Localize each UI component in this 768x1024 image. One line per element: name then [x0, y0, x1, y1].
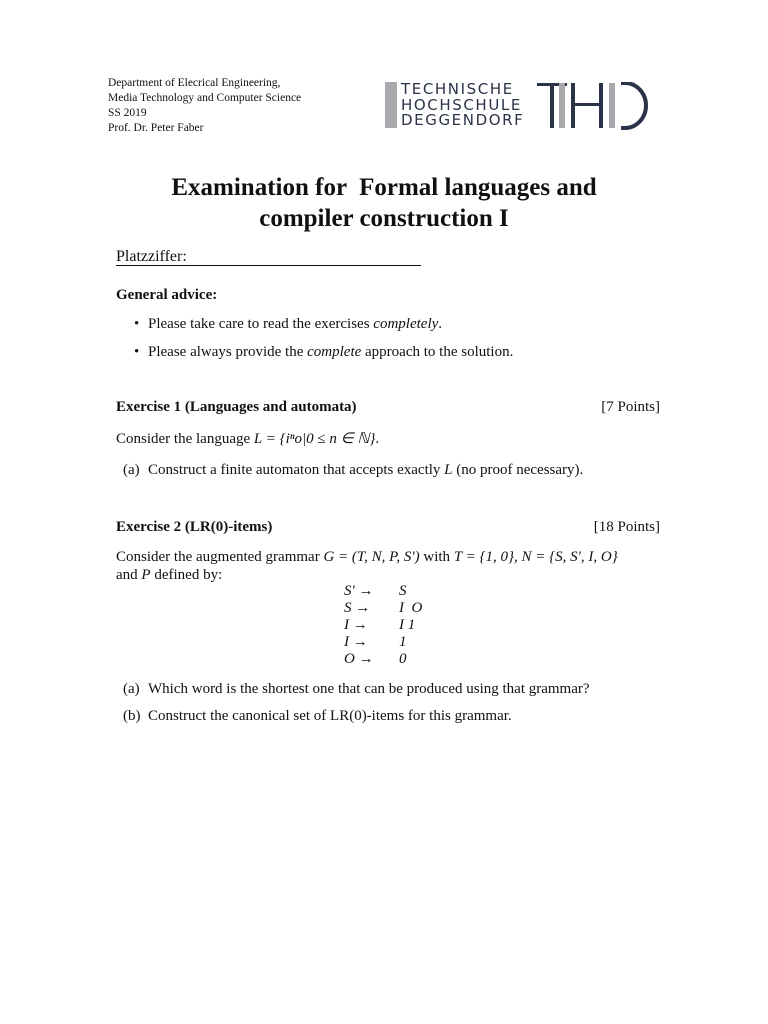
exercise-1a-text-start: Construct a finite automaton that accepts exactly — [148, 462, 445, 478]
advice-item-1-emphasis: completely — [373, 316, 439, 332]
dept-line-2: Media Technology and Computer Science — [108, 92, 302, 104]
platzziffer-input-line[interactable] — [116, 265, 421, 266]
production-rhs: I O — [399, 600, 423, 616]
production-lhs: I → — [344, 634, 368, 650]
exercise-2b-text: Construct the canonical set of LR(0)-items for this grammar. — [148, 708, 512, 724]
semester-line: SS 2019 — [108, 107, 147, 119]
logo-bar-icon — [385, 82, 399, 128]
exercise-2a-text: Which word is the shortest one that can be produced using that grammar? — [148, 681, 590, 697]
exercise-1-points: [7 Points] — [601, 399, 660, 415]
exercise-2-points: [18 Points] — [593, 519, 660, 535]
exercise-2-heading: Exercise 2 (LR(0)-items) — [116, 519, 273, 535]
exercise-1a-math: L — [444, 462, 453, 478]
production-rhs: 0 — [399, 651, 407, 667]
production-rhs: S — [399, 583, 407, 599]
exercise-1a-text-end: (no proof necessary). — [452, 462, 584, 478]
logo-line-1: TECHNISCHE — [401, 80, 514, 98]
exercise-1-intro-end: . — [375, 431, 380, 447]
exercise-2-intro-line-2 — [116, 567, 222, 584]
bullet-icon: • — [134, 344, 140, 360]
production-lhs: I → — [344, 617, 368, 633]
exercise-2-intro-defined: defined by: — [150, 567, 223, 583]
exercise-1a-text — [148, 462, 583, 479]
platzziffer-label: Platzziffer: — [116, 248, 187, 265]
exercise-2-intro-start: Consider the augmented grammar — [116, 549, 324, 565]
title-line-2: compiler construction I — [259, 205, 509, 232]
language-definition: L = {iⁿo|0 ≤ n ∈ ℕ} — [253, 431, 376, 447]
logo-line-2: HOCHSCHULE — [401, 95, 522, 114]
exercise-1-heading: Exercise 1 (Languages and automata) — [116, 399, 357, 415]
production-lhs: O → — [344, 651, 374, 667]
exercise-2-intro-mid: with — [419, 549, 454, 565]
thd-logo — [385, 82, 650, 132]
bullet-icon: • — [134, 316, 140, 332]
advice-item-1 — [134, 316, 443, 333]
thd-mark-icon — [537, 82, 649, 130]
productions-symbol: P — [141, 567, 151, 583]
department-info — [108, 76, 301, 136]
professor-line: Prof. Dr. Peter Faber — [108, 122, 204, 134]
dept-line-1: Department of Elecrical Engineering, — [108, 77, 281, 89]
exercise-1-intro-text: Consider the language — [116, 431, 254, 447]
production-rhs: 1 — [399, 634, 407, 650]
exam-title — [0, 172, 768, 234]
general-advice-heading: General advice: — [116, 287, 218, 303]
exercise-2-intro-line-1 — [116, 549, 618, 566]
exercise-1a-label: (a) — [123, 462, 140, 478]
exercise-1-intro — [116, 429, 379, 448]
advice-item-2-text: Please always provide the — [148, 344, 308, 360]
grammar-tuple: G = (T, N, P, S′) — [323, 549, 420, 565]
title-line-1: Examination for Formal languages and — [171, 174, 597, 201]
advice-item-2 — [134, 344, 514, 361]
production-lhs: S → — [344, 600, 371, 616]
advice-item-1-end: . — [438, 316, 443, 332]
advice-item-2-emphasis: complete — [307, 344, 362, 360]
grammar-sets: T = {1, 0}, N = {S, S′, I, O} — [453, 549, 618, 565]
production-lhs: S′ → — [344, 583, 374, 599]
logo-wordmark — [401, 82, 524, 129]
logo-line-3: DEGGENDORF — [401, 111, 525, 129]
exercise-2a-label: (a) — [123, 681, 140, 697]
advice-item-2-end: approach to the solution. — [361, 344, 514, 360]
advice-item-1-text: Please take care to read the exercises — [148, 316, 374, 332]
exercise-2-intro-and: and — [116, 567, 142, 583]
exercise-2b-label: (b) — [123, 708, 141, 724]
production-rhs: I 1 — [399, 617, 416, 633]
